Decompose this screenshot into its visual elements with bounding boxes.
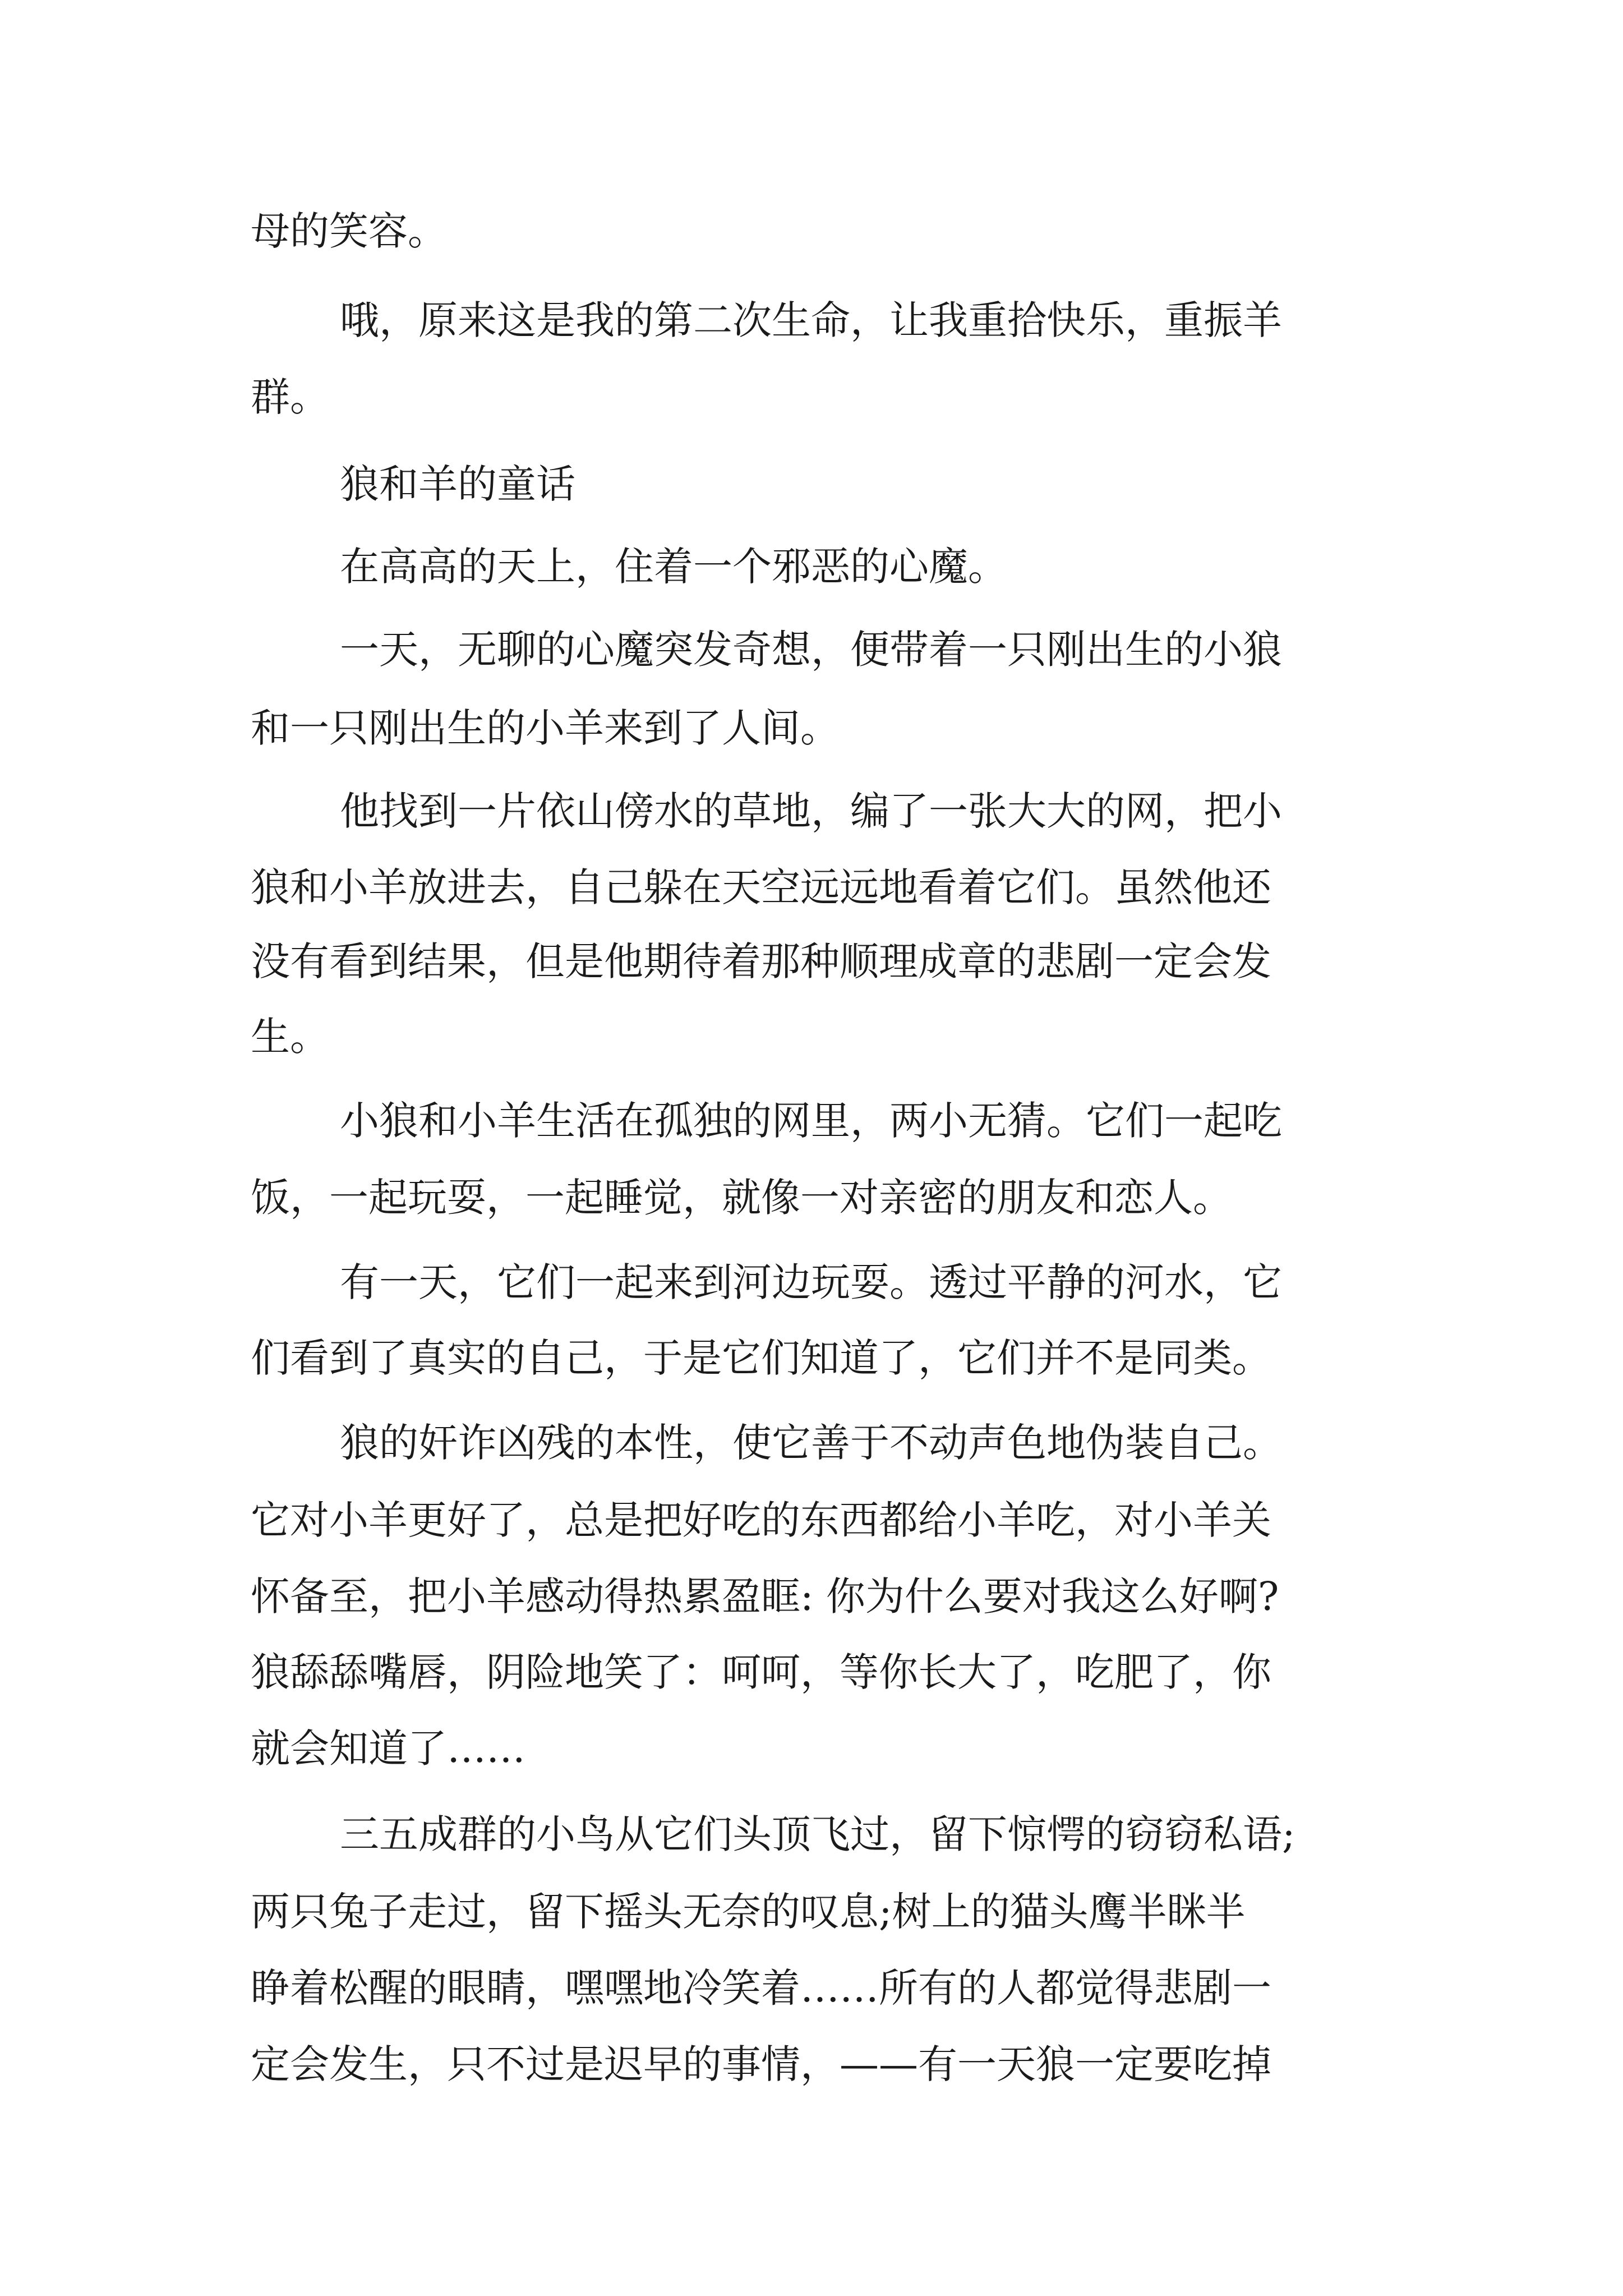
text-line-1: 母的笑容。 — [251, 208, 447, 254]
text-line-12: 小狼和小羊生活在孤独的网里，两小无猜。它们一起吃 — [340, 1098, 1282, 1144]
text-line-22: 两只兔子走过，留下摇头无奈的叹息;树上的猫头鹰半眯半 — [251, 1889, 1246, 1935]
text-line-18: 怀备至，把小羊感动得热累盈眶: 你为什么要对我这么好啊? — [251, 1573, 1279, 1619]
text-line-7: 和一只刚出生的小羊来到了人间。 — [251, 705, 840, 751]
text-line-17: 它对小羊更好了，总是把好吃的东西都给小羊吃，对小羊关 — [251, 1497, 1271, 1543]
text-line-11: 生。 — [251, 1014, 329, 1060]
text-line-6: 一天，无聊的心魔突发奇想，便带着一只刚出生的小狼 — [340, 627, 1282, 673]
text-line-2: 哦，原来这是我的第二次生命，让我重拾快乐，重振羊 — [340, 297, 1282, 343]
text-line-23: 睁着松醒的眼睛，嘿嘿地冷笑着……所有的人都觉得悲剧一 — [251, 1965, 1271, 2011]
text-line-16: 狼的奸诈凶残的本性，使它善于不动声色地伪装自己。 — [340, 1420, 1282, 1466]
text-line-15: 们看到了真实的自己，于是它们知道了，它们并不是同类。 — [251, 1335, 1271, 1381]
text-line-13: 饭，一起玩耍，一起睡觉，就像一对亲密的朋友和恋人。 — [251, 1175, 1232, 1221]
text-line-10: 没有看到结果，但是他期待着那种顺理成章的悲剧一定会发 — [251, 938, 1271, 984]
text-line-19: 狼舔舔嘴唇，阴险地笑了：呵呵，等你长大了，吃肥了，你 — [251, 1649, 1271, 1695]
text-line-5: 在高高的天上，住着一个邪恶的心魔。 — [340, 544, 1007, 590]
text-line-21: 三五成群的小鸟从它们头顶飞过，留下惊愕的窃窃私语; — [340, 1811, 1295, 1857]
text-line-3: 群。 — [251, 374, 329, 420]
text-line-8: 他找到一片依山傍水的草地，编了一张大大的网，把小 — [340, 788, 1282, 834]
text-line-4: 狼和羊的童话 — [340, 461, 575, 507]
text-line-14: 有一天，它们一起来到河边玩耍。透过平静的河水，它 — [340, 1259, 1282, 1305]
text-line-9: 狼和小羊放进去，自己躲在天空远远地看着它们。虽然他还 — [251, 864, 1271, 910]
text-line-24: 定会发生，只不过是迟早的事情，——有一天狼一定要吃掉 — [251, 2041, 1271, 2087]
text-line-20: 就会知道了…… — [251, 1726, 525, 1772]
